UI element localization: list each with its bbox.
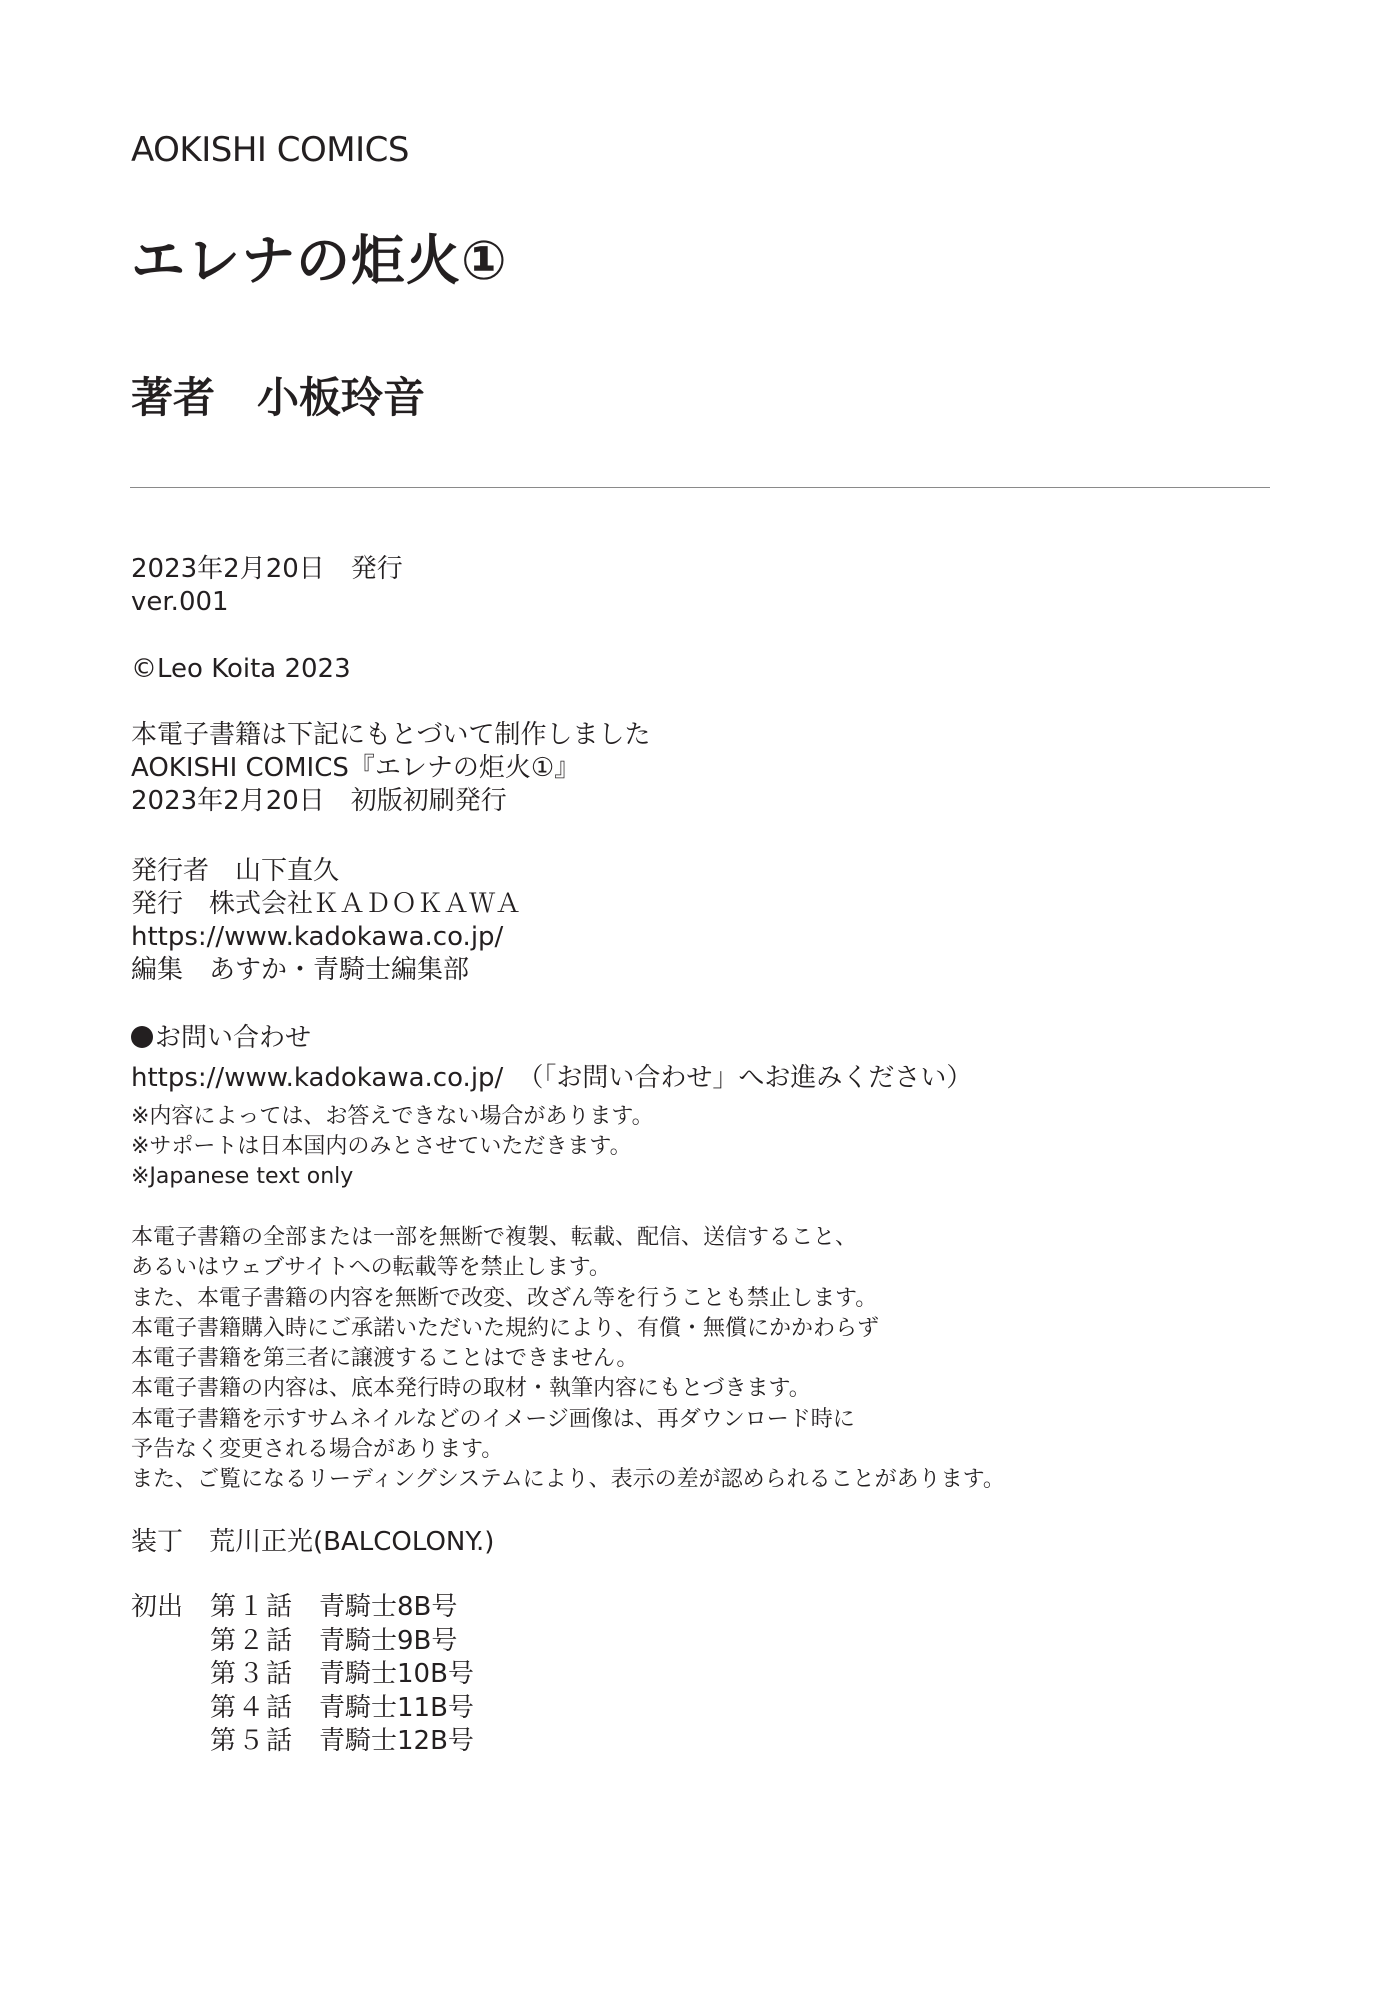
issuer-label: 発行 <box>131 889 184 919</box>
episode: 第４話 <box>210 1692 295 1723</box>
copyright: ©Leo Koita 2023 <box>131 654 351 684</box>
episode: 第２話 <box>210 1625 295 1656</box>
issuer-name: 株式会社ＫＡＤＯＫＡＷＡ <box>209 889 522 919</box>
issuer-line <box>131 888 521 921</box>
version: ver.001 <box>131 587 229 617</box>
publisher-label: 発行者 <box>131 856 210 886</box>
author-name: 小板玲音 <box>257 373 426 422</box>
source-line-2: AOKISHI COMICS『エレナの炬火①』 <box>131 753 581 783</box>
contact-url-link[interactable]: https://www.kadokawa.co.jp/ <box>131 1063 504 1093</box>
publisher-line <box>131 855 521 888</box>
list-item <box>210 1725 474 1759</box>
author-label: 著者 <box>131 373 216 422</box>
author-line <box>131 372 425 424</box>
legal-line: 予告なく変更される場合があります。 <box>131 1437 504 1463</box>
legal-line: 本電子書籍を示すサムネイルなどのイメージ画像は、再ダウンロード時に <box>131 1406 855 1432</box>
contact-url-line <box>131 1062 972 1095</box>
issue-date: 2023年2月20日 <box>131 554 325 584</box>
legal-line: また、ご覧になるリーディングシステムにより、表示の差が認められることがあります。 <box>131 1467 1005 1493</box>
contact-note: ※Japanese text only <box>131 1164 354 1189</box>
issue-block <box>131 553 403 619</box>
contact-note: ※サポートは日本国内のみとさせていただきます。 <box>131 1134 632 1159</box>
magazine-issue: 青騎士8B号 <box>319 1592 458 1622</box>
magazine-issue: 青騎士11B号 <box>319 1692 474 1723</box>
contact-heading: お問い合わせ <box>155 1023 312 1053</box>
publisher-url-line <box>131 921 521 954</box>
magazine-issue: 青騎士12B号 <box>319 1726 474 1756</box>
legal-notice <box>131 1223 1005 1496</box>
design-name: 荒川正光(BALCOLONY.) <box>209 1527 495 1557</box>
book-title: エレナの炬火① <box>131 229 508 292</box>
first-publication-list <box>210 1591 474 1759</box>
contact-notes <box>131 1102 654 1192</box>
legal-line: 本電子書籍の全部または一部を無断で複製、転載、配信、送信すること、 <box>131 1225 858 1250</box>
publisher-block <box>131 855 521 987</box>
legal-line: あるいはウェブサイトへの転載等を禁止します。 <box>131 1255 611 1281</box>
list-item <box>210 1658 474 1692</box>
list-item <box>210 1625 474 1659</box>
episode: 第１話 <box>210 1592 295 1622</box>
source-date: 2023年2月20日 <box>131 786 325 816</box>
contact-url-note: （「お問い合わせ」へお進みください） <box>517 1063 973 1093</box>
contact-heading-line <box>131 1022 311 1055</box>
design-label: 装丁 <box>131 1527 184 1557</box>
publisher-url-link[interactable]: https://www.kadokawa.co.jp/ <box>131 922 504 952</box>
issue-date-suffix: 発行 <box>350 554 403 584</box>
publisher-name: 山下直久 <box>235 856 340 886</box>
editor-line <box>131 954 521 987</box>
bullet-icon <box>131 1026 153 1048</box>
legal-line: 本電子書籍を第三者に譲渡することはできません。 <box>131 1346 639 1372</box>
legal-line: 本電子書籍購入時にご承諾いただいた規約により、有償・無償にかかわらず <box>131 1315 880 1341</box>
episode: 第５話 <box>210 1726 295 1756</box>
legal-line: 本電子書籍の内容は、底本発行時の取材・執筆内容にもとづきます。 <box>131 1376 811 1402</box>
source-block <box>131 719 650 818</box>
source-line-1: 本電子書籍は下記にもとづいて制作しました <box>131 720 651 750</box>
magazine-issue: 青騎士9B号 <box>319 1625 458 1656</box>
imprint-label: AOKISHI COMICS <box>131 130 409 170</box>
section-divider <box>130 487 1270 488</box>
source-line-3 <box>131 785 650 818</box>
magazine-issue: 青騎士10B号 <box>319 1659 474 1689</box>
episode: 第３話 <box>210 1659 295 1689</box>
source-date-suffix: 初版初刷発行 <box>350 786 507 816</box>
design-line <box>131 1526 494 1559</box>
issue-date-line <box>131 553 403 586</box>
legal-line: また、本電子書籍の内容を無断で改変、改ざん等を行うことも禁止します。 <box>131 1285 878 1311</box>
first-publication-label: 初出 <box>131 1592 184 1622</box>
editor-name: あすか・青騎士編集部 <box>209 955 470 985</box>
list-item <box>210 1692 474 1726</box>
contact-note: ※内容によっては、お答えできない場合があります。 <box>131 1104 654 1129</box>
list-item <box>210 1591 474 1625</box>
editor-label: 編集 <box>131 955 184 985</box>
